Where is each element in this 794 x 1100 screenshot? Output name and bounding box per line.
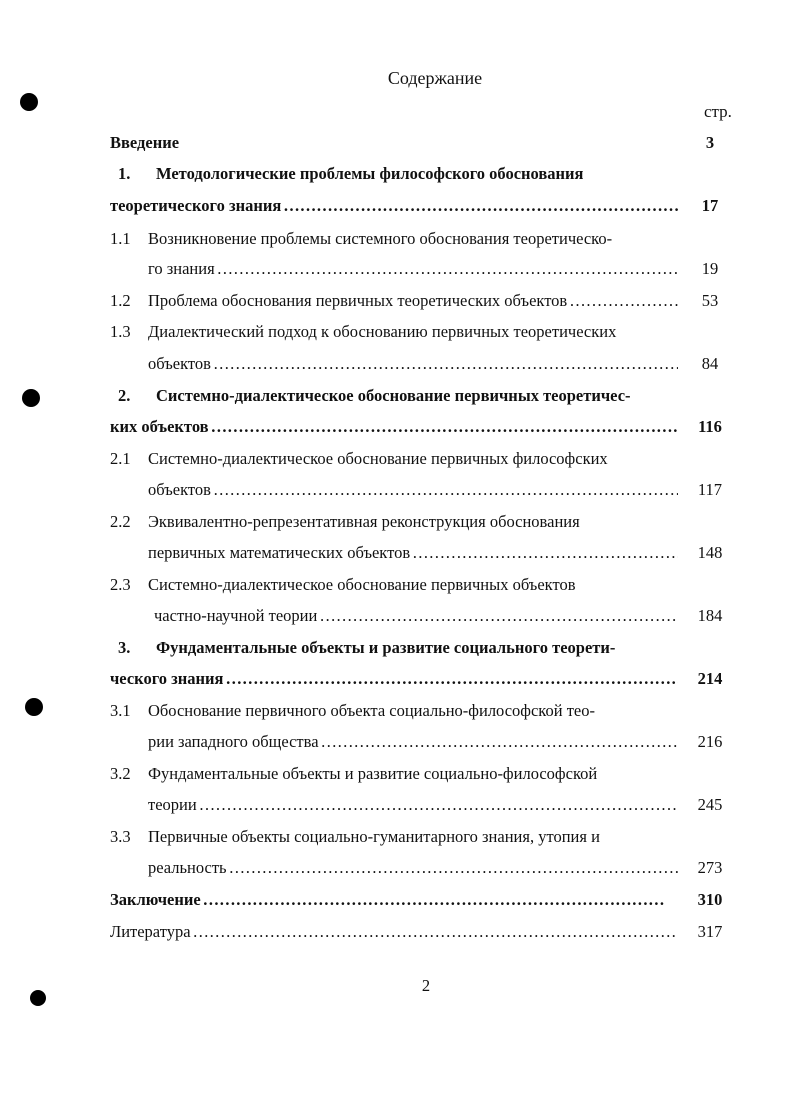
toc-entry-text: реальность — [148, 858, 227, 877]
toc-entry-text: ких объектов — [110, 417, 209, 436]
toc-entry-3-3-line1 — [110, 825, 740, 849]
toc-entry-3-2-line1 — [110, 762, 740, 786]
toc-page-number: 273 — [697, 858, 723, 877]
toc-entry-conclusion — [110, 888, 740, 912]
toc-entry-3-line1 — [110, 636, 740, 660]
toc-entry-2-3-line2 — [110, 604, 740, 628]
toc-page-number: 53 — [701, 291, 719, 310]
dot-leader — [319, 604, 678, 628]
toc-number: 1.3 — [110, 322, 131, 341]
toc-entry-1-line2 — [110, 194, 740, 218]
toc-entry-text: Системно-диалектическое обоснование первичных философских — [148, 449, 608, 468]
dot-leader — [229, 856, 678, 880]
toc-entry-text: Литература — [110, 922, 191, 941]
toc-page-number: 116 — [698, 417, 722, 436]
dot-leader — [569, 289, 678, 313]
toc-number: 2.2 — [110, 512, 131, 531]
toc-entry-text: ческого знания — [110, 669, 224, 688]
dot-leader — [321, 730, 678, 754]
punch-hole-mark — [30, 990, 46, 1006]
toc-page-number: 310 — [697, 890, 723, 909]
toc-number: 3.2 — [110, 764, 131, 783]
page-title: Содержание — [387, 68, 483, 88]
toc-number: 2.3 — [110, 575, 131, 594]
toc-entry-text: Введение — [110, 133, 180, 152]
toc-entry-2-2-line1 — [110, 510, 740, 534]
toc-entry-text: Системно-диалектическое обоснование первичных теоретичес- — [156, 386, 631, 405]
toc-entry-text: Заключение — [110, 890, 201, 909]
toc-entry-text: Проблема обоснования первичных теоретических объектов — [148, 291, 568, 310]
dot-leader — [213, 478, 678, 502]
toc-entry-2-2-line2 — [110, 541, 740, 565]
toc-number: 2.1 — [110, 449, 131, 468]
toc-number: 3. — [118, 638, 131, 657]
toc-page-number: 84 — [701, 354, 719, 373]
toc-page-number: 117 — [697, 480, 723, 499]
toc-entry-1-2 — [110, 289, 740, 313]
dot-leader — [203, 888, 666, 912]
toc-page-number: 214 — [697, 669, 723, 688]
toc-entry-text: Эквивалентно-репрезентативная реконструкция обоснования — [148, 512, 580, 531]
page-number: 2 — [421, 976, 431, 995]
toc-entry-text: объектов — [148, 480, 211, 499]
toc-page-number: 184 — [697, 606, 723, 625]
toc-entry-2-3-line1 — [110, 573, 740, 597]
toc-entry-text: го знания — [148, 259, 215, 278]
toc-entry-text: Обоснование первичного объекта социально-философской тео- — [148, 701, 595, 720]
toc-page-number: 17 — [701, 196, 719, 215]
toc-entry-3-line2 — [110, 667, 740, 691]
toc-page-number: 19 — [701, 259, 719, 278]
toc-entry-text: теории — [148, 795, 197, 814]
toc-entry-literature — [110, 920, 740, 944]
toc-page-number: 3 — [705, 133, 715, 152]
toc-page-number: 245 — [697, 795, 723, 814]
toc-entry-3-3-line2 — [110, 856, 740, 880]
page-column-header: стр. — [704, 102, 732, 121]
toc-entry-text: Возникновение проблемы системного обоснования теоретическо- — [148, 229, 613, 248]
dot-leader — [211, 415, 678, 439]
toc-number: 1. — [118, 164, 131, 183]
dot-leader — [225, 667, 678, 691]
toc-entry-text: Диалектический подход к обоснованию первичных теоретических — [148, 322, 617, 341]
toc-entry-text: Фундаментальные объекты и развитие социально-философской — [148, 764, 598, 783]
toc-entry-1-1-line1 — [110, 227, 740, 251]
toc-entry-text: Методологические проблемы философского обоснования — [156, 164, 584, 183]
toc-number: 3.3 — [110, 827, 131, 846]
toc-entry-introduction — [110, 131, 740, 155]
dot-leader — [199, 793, 678, 817]
dot-leader — [412, 541, 678, 565]
toc-entry-2-1-line1 — [110, 447, 740, 471]
punch-hole-mark — [20, 93, 38, 111]
toc-number: 3.1 — [110, 701, 131, 720]
toc-page-number: 317 — [697, 922, 723, 941]
dot-leader — [283, 194, 678, 218]
toc-entry-text: первичных математических объектов — [148, 543, 411, 562]
toc-number: 2. — [118, 386, 131, 405]
toc-entry-text: объектов — [148, 354, 211, 373]
dot-leader — [217, 257, 678, 281]
toc-entry-2-1-line2 — [110, 478, 740, 502]
punch-hole-mark — [22, 389, 40, 407]
toc-entry-1-line1 — [110, 162, 740, 186]
toc-entry-text: теоретического знания — [110, 196, 282, 215]
toc-entry-1-3-line1 — [110, 320, 740, 344]
toc-entry-text: рии западного общества — [148, 732, 319, 751]
toc-entry-text: Системно-диалектическое обоснование первичных объектов — [148, 575, 576, 594]
toc-entry-text: Фундаментальные объекты и развитие социального теорети- — [156, 638, 616, 657]
toc-entry-3-1-line2 — [110, 730, 740, 754]
toc-page-number: 148 — [697, 543, 723, 562]
toc-entry-text: Первичные объекты социально-гуманитарного знания, утопия и — [148, 827, 600, 846]
dot-leader — [213, 352, 678, 376]
toc-entry-3-2-line2 — [110, 793, 740, 817]
punch-hole-mark — [25, 698, 43, 716]
toc-page-number: 216 — [697, 732, 723, 751]
toc-number: 1.1 — [110, 229, 131, 248]
toc-entry-3-1-line1 — [110, 699, 740, 723]
toc-entry-1-1-line2 — [110, 257, 740, 281]
toc-entry-2-line2 — [110, 415, 740, 439]
toc-entry-text: частно-научной теории — [154, 606, 318, 625]
toc-entry-1-3-line2 — [110, 352, 740, 376]
dot-leader — [193, 920, 678, 944]
toc-number: 1.2 — [110, 291, 131, 310]
toc-entry-2-line1 — [110, 384, 740, 408]
